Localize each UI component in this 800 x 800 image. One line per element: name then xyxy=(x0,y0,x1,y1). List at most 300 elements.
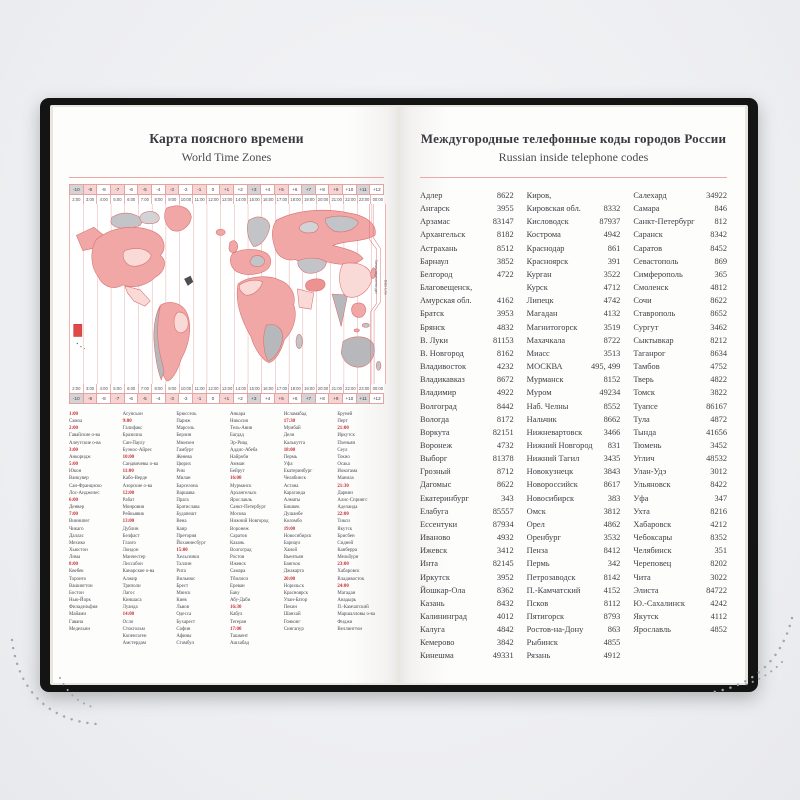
timezone-time-cell: 6:00 xyxy=(124,384,138,393)
phone-city-code: 3466 xyxy=(603,427,621,437)
phone-city-code: 8712 xyxy=(496,467,514,477)
phone-city-code: 8202 xyxy=(710,559,728,569)
phone-city-name: Санкт-Петербург xyxy=(633,217,695,227)
city-name: Даллас xyxy=(69,533,84,539)
timezone-time-cell: 6:00 xyxy=(124,195,138,204)
table-row xyxy=(420,228,514,241)
phone-city-name: Салехард xyxy=(633,191,667,200)
phone-city-name: Самара xyxy=(633,204,660,214)
timezone-number-cell: +6 xyxy=(288,393,302,404)
phone-city-name: Ессентуки xyxy=(420,519,458,529)
city-name: Брюссель xyxy=(176,412,197,417)
phone-city-code: 3513 xyxy=(603,348,621,358)
city-name: Ярославль xyxy=(230,497,252,503)
table-row xyxy=(633,242,727,255)
table-row xyxy=(420,492,514,505)
table-row xyxy=(633,610,727,623)
city-name: Пермь xyxy=(283,454,298,460)
phone-city-name: Красноярск xyxy=(526,256,569,266)
city-name: Шанхай xyxy=(283,612,301,618)
city-name: Москва xyxy=(230,512,246,518)
table-row xyxy=(633,215,727,228)
city-name: Нижний Новгород xyxy=(230,519,269,525)
moscow-time-label: 10:00 xyxy=(122,454,135,460)
timezone-time-cell: 16:00 xyxy=(261,384,275,393)
table-row xyxy=(420,649,514,662)
phone-city-name: Саранск xyxy=(633,230,663,240)
phone-city-code: 8722 xyxy=(603,335,621,345)
table-row xyxy=(633,623,727,636)
table-row xyxy=(633,386,727,399)
city-name: Красноярск xyxy=(283,590,308,596)
phone-city-name: Омск xyxy=(526,506,546,516)
timezone-time-cell: 9:00 xyxy=(165,195,179,204)
city-name: Амстердам xyxy=(122,641,146,646)
timezone-time-cell: 7:00 xyxy=(138,384,152,393)
timezone-number-cell: -10 xyxy=(69,184,83,195)
phone-city-code: 49234 xyxy=(599,388,621,398)
moscow-time-label: 6:00 xyxy=(69,497,78,503)
table-row xyxy=(633,531,727,544)
table-row xyxy=(527,373,621,386)
city-name: Стокгольм xyxy=(122,626,145,632)
city-name: Алжир xyxy=(122,576,138,582)
city-name: Монровия xyxy=(122,505,145,511)
timezone-number-cell: -8 xyxy=(96,393,110,404)
phone-city-code: 8452 xyxy=(710,243,728,253)
phone-city-code: 8142 xyxy=(603,572,621,582)
table-row xyxy=(633,478,727,491)
city-name: Буэнос-Айрес xyxy=(122,447,152,453)
table-row xyxy=(527,268,621,281)
timezone-time-cell: 9:00 xyxy=(165,384,179,393)
table-row xyxy=(420,623,514,636)
phone-city-code: 4162 xyxy=(496,296,514,306)
phone-city-code: 8672 xyxy=(496,375,514,385)
phone-city-code: 4712 xyxy=(603,283,621,293)
phone-city-name: Симферополь xyxy=(633,269,683,279)
phone-city-code: 4842 xyxy=(496,625,514,635)
city-name: Вильнюс xyxy=(176,576,196,582)
phone-city-code: 365 xyxy=(714,269,728,279)
world-map-svg xyxy=(70,204,388,384)
phone-city-code: 86167 xyxy=(706,401,728,411)
phone-city-code: 8216 xyxy=(710,506,728,516)
moscow-time-label: 1:00 xyxy=(69,412,78,417)
phone-city-name: Курск xyxy=(526,283,548,293)
city-name: Филадельфия xyxy=(69,605,98,611)
city-name: Бейрут xyxy=(230,469,245,475)
city-name: Багдад xyxy=(230,433,244,439)
table-row xyxy=(527,465,621,478)
date-line-label-ru: Линия перемены дат xyxy=(374,259,378,294)
city-name: Кабул xyxy=(230,612,243,618)
city-name: Казань xyxy=(230,540,245,546)
phone-city-name: Воронеж xyxy=(420,440,453,450)
timezone-number-cell: +12 xyxy=(369,184,384,195)
city-name: Абу-Даби xyxy=(230,598,251,604)
moscow-time-label: 2:00 xyxy=(69,426,78,432)
phone-city-name: Сыктывкар xyxy=(633,335,674,345)
city-name: Сингапур xyxy=(283,626,304,632)
table-row xyxy=(633,347,727,360)
city-name: Сидней xyxy=(337,540,354,546)
city-name: Магадан xyxy=(337,590,356,596)
city-name: Триполи xyxy=(122,583,141,589)
phone-city-name: Сочи xyxy=(633,296,652,306)
moscow-time-label: 20:00 xyxy=(283,576,296,582)
timezone-time-cell: 17:00 xyxy=(275,384,289,393)
phone-city-name: Воркута xyxy=(420,427,450,437)
table-row xyxy=(420,557,514,570)
moscow-time-label: 12:00 xyxy=(122,490,135,496)
timezone-number-cell: -4 xyxy=(151,184,165,195)
timezone-time-cell: 15:00 xyxy=(247,384,261,393)
table-row xyxy=(527,228,621,241)
table-row xyxy=(527,452,621,465)
phone-city-name: Новороссийск xyxy=(526,480,578,490)
timezone-number-cell: -7 xyxy=(110,184,124,195)
table-row xyxy=(527,386,621,399)
timezone-time-cell: 21:00 xyxy=(329,195,343,204)
timezone-number-cell: -1 xyxy=(192,393,206,404)
phone-city-name: Тында xyxy=(633,427,657,437)
city-name: София xyxy=(176,626,191,632)
moscow-time-label: 8:00 xyxy=(69,562,78,568)
phone-city-name: Смоленск xyxy=(633,283,669,293)
phone-city-name: Севастополь xyxy=(633,256,679,266)
phone-codes-column xyxy=(420,189,514,663)
timezone-number-cell: +1 xyxy=(219,184,233,195)
phone-city-name: Ульяновск xyxy=(633,480,671,490)
timezone-time-cell: 3:00 xyxy=(83,195,97,204)
phone-city-name: Йошкар-Ола xyxy=(420,585,466,595)
timezone-time-cell: 14:00 xyxy=(233,384,247,393)
moscow-time-label: 17:30 xyxy=(283,419,296,425)
timezone-time-cell: 8:00 xyxy=(151,384,165,393)
table-row xyxy=(420,189,514,202)
phone-city-code: 4212 xyxy=(710,519,728,529)
table-row xyxy=(420,400,514,413)
timezone-number-cell: +2 xyxy=(233,184,247,195)
phone-city-name: Адлер xyxy=(420,191,443,200)
phone-city-code: 8622 xyxy=(496,480,514,490)
city-name: Бухарест xyxy=(176,619,196,625)
timezone-time-cell: 19:00 xyxy=(302,384,316,393)
phone-city-code: 87934 xyxy=(492,519,514,529)
table-row xyxy=(527,531,621,544)
timezone-number-cell: -3 xyxy=(165,393,179,404)
city-name: Тбилиси xyxy=(230,576,248,582)
table-row xyxy=(633,465,727,478)
table-row xyxy=(527,584,621,597)
phone-city-name: Благовещенск, xyxy=(420,283,473,293)
city-name: Дарвин xyxy=(337,490,353,496)
phone-city-name: Волгоград xyxy=(420,401,457,411)
phone-city-code: 831 xyxy=(607,440,621,450)
city-name: Архангельск xyxy=(230,490,257,496)
phone-city-name: Киров, xyxy=(526,191,552,200)
city-name: Рим xyxy=(176,469,185,475)
city-name: Уфа xyxy=(283,462,293,468)
city-name: Гавайские о-ва xyxy=(69,433,100,439)
city-name: Найроби xyxy=(230,454,249,460)
city-name: Бангкок xyxy=(283,562,301,568)
timezone-number-cell: +9 xyxy=(328,184,342,195)
phone-city-code: 8793 xyxy=(603,612,621,621)
city-name: Рабат xyxy=(122,497,135,503)
phone-city-code: 3955 xyxy=(496,204,514,214)
phone-city-code: 87937 xyxy=(599,217,621,227)
timezone-time-cell: 20:00 xyxy=(316,384,330,393)
phone-city-code: 8212 xyxy=(710,335,728,345)
phone-city-code xyxy=(510,281,514,294)
world-cities-column xyxy=(230,411,277,647)
moscow-time-label: 11:00 xyxy=(122,469,134,475)
timezone-time-cell: 22:00 xyxy=(343,384,357,393)
timezone-time-cell: 4:00 xyxy=(96,195,110,204)
phone-city-code: 82151 xyxy=(492,427,514,437)
city-name: Вьентьян xyxy=(283,555,304,561)
timezone-time-cell: 3:00 xyxy=(83,384,97,393)
phone-city-code: 3519 xyxy=(603,322,621,332)
table-row xyxy=(633,202,727,215)
city-name: Бруней xyxy=(337,412,353,417)
moscow-time-label: 9:00 xyxy=(122,419,132,425)
phone-city-name: Тюмень xyxy=(633,440,662,450)
city-name: Ереван xyxy=(230,583,245,589)
city-name: Кабо-Верде xyxy=(122,476,148,482)
city-name: Якутск xyxy=(337,526,353,532)
phone-city-code: 48532 xyxy=(706,454,728,464)
city-name: Ванкувер xyxy=(69,476,89,482)
table-row xyxy=(420,268,514,281)
phone-city-code xyxy=(616,189,620,202)
phone-city-name: Чита xyxy=(633,572,651,582)
city-name: Ростов xyxy=(230,555,245,561)
moscow-time-label: 5:00 xyxy=(69,462,78,468)
city-name: Пекин xyxy=(283,605,298,611)
timezone-number-cell: +3 xyxy=(247,393,261,404)
city-name: Рейкьявик xyxy=(122,512,145,518)
phone-city-code: 812 xyxy=(714,217,728,227)
phone-city-name: Курган xyxy=(526,269,552,279)
city-name: Фиджи xyxy=(337,619,353,625)
phone-city-code: 3452 xyxy=(710,440,728,450)
timezone-times-top xyxy=(69,195,384,204)
right-page xyxy=(400,107,745,683)
timezone-times-bottom xyxy=(69,384,384,393)
phone-city-code: 4232 xyxy=(496,362,514,372)
city-name: Женева xyxy=(176,454,192,460)
city-name: Квебек xyxy=(69,569,84,575)
table-row xyxy=(420,465,514,478)
city-name: Владивосток xyxy=(337,576,365,582)
phone-city-code: 8512 xyxy=(496,243,514,253)
phone-city-name: Амурская обл. xyxy=(420,296,472,306)
phone-city-code: 8412 xyxy=(603,546,621,556)
table-row xyxy=(420,413,514,426)
city-name: Тель-Авив xyxy=(230,426,253,432)
phone-city-code: 3953 xyxy=(496,309,514,319)
table-row xyxy=(633,571,727,584)
timezone-time-cell: 5:00 xyxy=(110,195,124,204)
timezone-time-cell: 23:00 xyxy=(357,195,371,204)
table-row xyxy=(527,281,621,294)
phone-city-code: 4242 xyxy=(710,598,728,608)
date-line-label-en: Date Line xyxy=(383,279,388,295)
phone-city-code: 391 xyxy=(607,256,621,266)
city-name: Мурманск xyxy=(230,483,252,489)
timezone-number-cell: +11 xyxy=(356,184,370,195)
phone-city-code: 4152 xyxy=(603,585,621,595)
city-name: Дели xyxy=(283,433,295,439)
phone-city-name: Ухта xyxy=(633,506,650,516)
phone-city-code: 4822 xyxy=(710,375,728,385)
phone-city-code: 3012 xyxy=(710,467,728,477)
phone-city-code: 4855 xyxy=(603,638,621,648)
city-name: Алис-Спрингс xyxy=(337,497,368,503)
phone-city-name: Саратов xyxy=(633,243,663,253)
phone-city-name: Архангельск xyxy=(420,230,466,240)
timezone-time-cell: 00:00 xyxy=(370,195,384,204)
phone-city-name: Брянск xyxy=(420,322,446,332)
city-name: Аддис-Абеба xyxy=(230,447,258,453)
timezone-time-cell: 17:00 xyxy=(275,195,289,204)
phone-city-code: 3852 xyxy=(496,256,514,266)
table-row xyxy=(633,294,727,307)
city-name: Алеутские о-ва xyxy=(69,440,101,446)
table-row xyxy=(420,610,514,623)
city-name: Бразилиа xyxy=(122,433,142,439)
city-name: Лима xyxy=(69,555,81,561)
table-row xyxy=(633,321,727,334)
phone-city-name: Улан-Удэ xyxy=(633,467,667,477)
timezone-number-cell: +5 xyxy=(274,393,288,404)
phone-city-code: 81153 xyxy=(493,335,514,345)
table-row xyxy=(420,255,514,268)
city-name: Копенгаген xyxy=(122,633,147,639)
city-name: Амман xyxy=(230,462,245,468)
phone-city-code: 4812 xyxy=(710,283,728,293)
city-name: Иокогама xyxy=(337,469,358,475)
timezone-time-cell: 11:00 xyxy=(192,384,206,393)
phone-city-code: 4852 xyxy=(710,625,728,635)
timezone-number-cell: -1 xyxy=(192,184,206,195)
city-name: Хельсинки xyxy=(176,555,200,561)
city-name: Душанбе xyxy=(283,512,303,518)
phone-city-name: Липецк xyxy=(526,296,554,306)
table-row xyxy=(527,478,621,491)
moscow-time-label: 18:00 xyxy=(283,447,296,453)
city-name: Маршалловы о-ва xyxy=(337,612,375,618)
timezone-time-cell: 12:00 xyxy=(206,384,220,393)
city-name: Асунсьон xyxy=(122,412,143,417)
phone-city-code: 3022 xyxy=(710,572,728,582)
phone-city-code: 495, 499 xyxy=(591,362,621,372)
phone-city-code: 3952 xyxy=(496,572,514,582)
city-name: Мельбурн xyxy=(337,555,359,561)
city-name: Екатеринбург xyxy=(283,469,313,475)
table-row xyxy=(527,649,621,662)
phone-city-name: Уфа xyxy=(633,493,649,503)
phone-city-code: 8432 xyxy=(496,598,514,608)
table-row xyxy=(527,321,621,334)
phone-city-code: 4942 xyxy=(603,230,621,240)
table-row xyxy=(420,321,514,334)
phone-city-name: Вологда xyxy=(420,414,450,424)
phone-city-code: 85557 xyxy=(492,506,514,516)
city-name: Анкоридж xyxy=(69,454,91,460)
city-name: Львов xyxy=(176,605,189,611)
city-name: Азорские о-ва xyxy=(122,483,153,489)
city-name: Токио xyxy=(337,454,350,460)
phone-city-code: 8622 xyxy=(710,296,728,306)
world-cities-column xyxy=(337,411,384,647)
table-row xyxy=(527,557,621,570)
table-row xyxy=(633,413,727,426)
timezone-number-cell: +12 xyxy=(369,393,384,404)
phone-city-name: Якутск xyxy=(633,612,659,621)
world-map xyxy=(69,204,386,384)
phone-city-name: Орел xyxy=(526,519,545,529)
table-row xyxy=(527,242,621,255)
timezone-number-cell: +3 xyxy=(247,184,261,195)
table-row xyxy=(420,452,514,465)
phone-city-name: Ю.-Сахалинск xyxy=(633,598,685,608)
city-name: Манчестер xyxy=(122,555,146,561)
city-name: Алматы xyxy=(283,497,301,503)
moscow-time-label: 23:00 xyxy=(337,562,349,568)
phone-city-name: Казань xyxy=(420,598,445,608)
phone-city-code: 3812 xyxy=(603,506,621,516)
city-name: Цюрих xyxy=(176,462,192,468)
table-row xyxy=(527,307,621,320)
city-name: Улан-Батор xyxy=(283,598,308,604)
table-row xyxy=(527,347,621,360)
phone-city-code: 8422 xyxy=(710,480,728,490)
timezone-number-cell: +8 xyxy=(315,393,329,404)
phone-city-code: 4932 xyxy=(496,533,514,543)
city-name: Гамбург xyxy=(176,447,194,453)
phone-city-name: Выборг xyxy=(420,454,448,464)
phone-city-name: Ижевск xyxy=(420,546,448,556)
timezone-time-cell: 20:00 xyxy=(316,195,330,204)
city-name: Санкт-Петербург xyxy=(230,505,266,511)
table-row xyxy=(527,439,621,452)
phone-city-name: Краснодар xyxy=(526,243,565,253)
phone-city-code: 84722 xyxy=(706,585,728,595)
phone-city-code: 8162 xyxy=(496,348,514,358)
city-name: Белфаст xyxy=(122,533,140,539)
city-name: Иркутск xyxy=(337,433,355,439)
table-row xyxy=(420,334,514,347)
city-name: Анкара xyxy=(230,412,246,417)
table-row xyxy=(633,544,727,557)
table-row xyxy=(527,360,621,373)
left-page-title-en: World Time Zones xyxy=(181,150,272,164)
city-name: Калькутта xyxy=(283,440,306,446)
table-row xyxy=(633,255,727,268)
timezone-time-cell: 14:00 xyxy=(233,195,247,204)
table-row xyxy=(633,452,727,465)
phone-city-code: 4742 xyxy=(603,296,621,306)
table-row xyxy=(420,426,514,439)
phone-city-code: 4012 xyxy=(496,612,514,621)
phone-city-name: Кировская обл. xyxy=(526,204,581,214)
city-name: Лагос xyxy=(122,590,135,596)
table-row xyxy=(420,294,514,307)
